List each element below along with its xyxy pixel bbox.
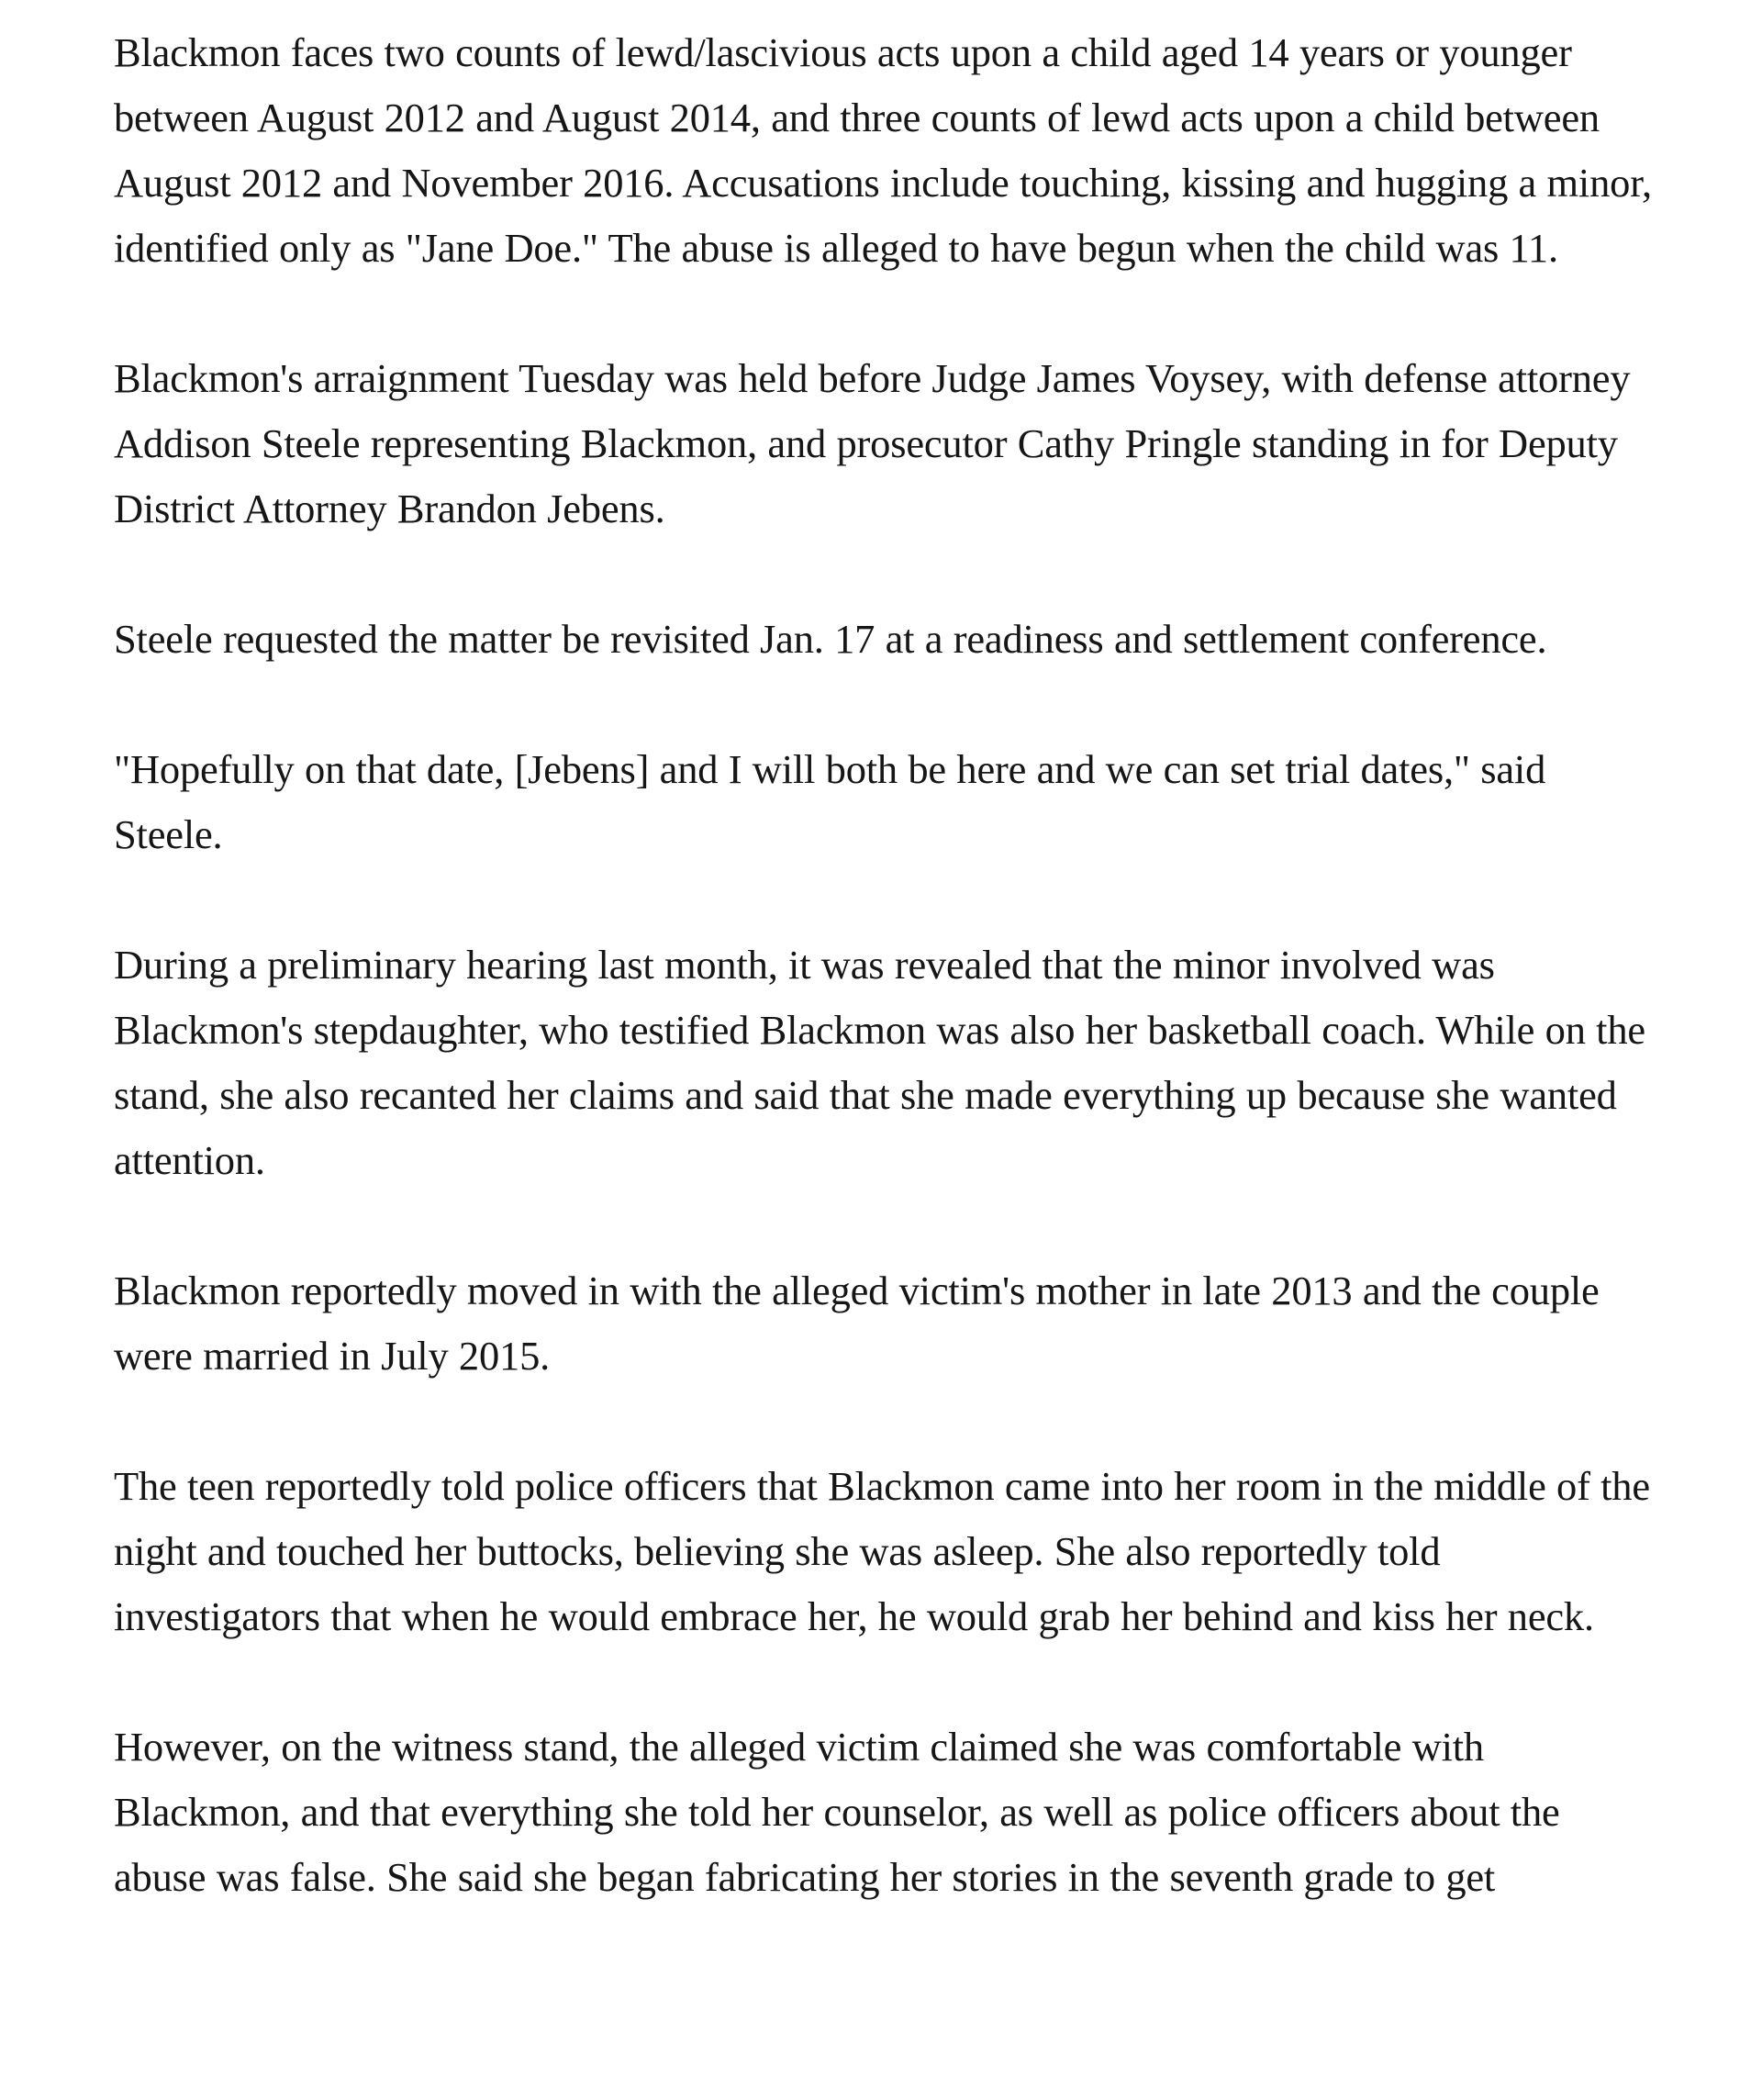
article-paragraph: Blackmon faces two counts of lewd/lascivious acts upon a child aged 14 years or younger between August 2012 and August 2014, and three counts of lewd acts upon a child between August 2012 and November 2016. Accusations include touching, kissing and hugging a minor, identified only as "Jane Doe." The abuse is alleged to have begun when the child was 11. (114, 29, 1652, 271)
article-paragraph: The teen reportedly told police officers that Blackmon came into her room in the middle of the night and touched her buttocks, believing she was asleep. She also reportedly told investigators that when he would embrace her, he would grab her behind and kiss her neck. (114, 1463, 1650, 1639)
article-paragraph: Blackmon's arraignment Tuesday was held before Judge James Voysey, with defense attorney Addison Steele representing Blackmon, and prosecutor Cathy Pringle standing in for Deputy District Attorney Brandon Jebens. (114, 355, 1631, 531)
article-paragraph: During a preliminary hearing last month, it was revealed that the minor involved was Blackmon's stepdaughter, who testified Blackmon was also her basketball coach. While on the stand, she also recanted her claims and said that she made everything up because she wanted attention. (114, 942, 1645, 1183)
article-paragraph: Blackmon reportedly moved in with the alleged victim's mother in late 2013 and the couple were married in July 2015. (114, 1268, 1600, 1379)
article-paragraph: Steele requested the matter be revisited Jan. 17 at a readiness and settlement conference. (114, 616, 1547, 662)
article-paragraph: "Hopefully on that date, [Jebens] and I will both be here and we can set trial dates," said Steele. (114, 746, 1546, 857)
article-paragraph: However, on the witness stand, the alleged victim claimed she was comfortable with Blackmon, and that everything she told her counselor, as well as police officers about the abuse was false. She said she began fabricating her stories in the seventh grade to get (114, 1724, 1560, 1900)
article-body (114, 20, 1656, 1975)
